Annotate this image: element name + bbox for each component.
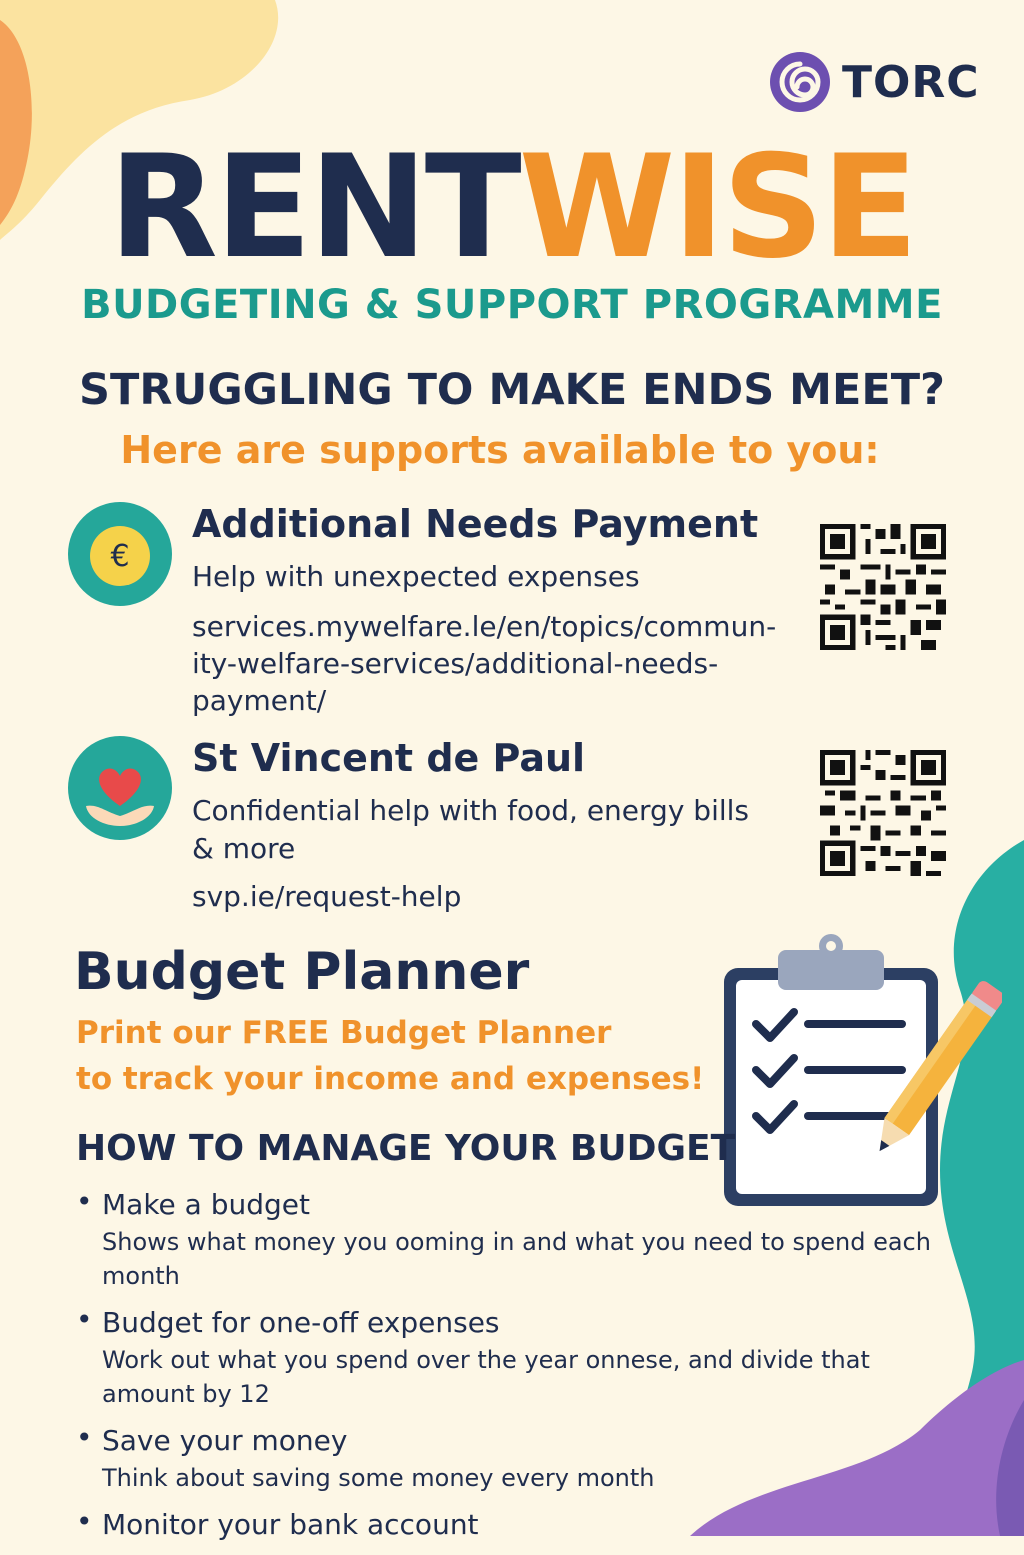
headline: STRUGGLING TO MAKE ENDS MEET? <box>79 365 945 415</box>
qr-code-icon[interactable] <box>820 524 946 650</box>
support-url[interactable]: svp.ie/request-help <box>192 880 462 913</box>
spiral-logo-icon <box>770 52 830 112</box>
euro-coin-icon <box>68 502 172 606</box>
svg-text:€: € <box>110 539 130 574</box>
programme-subtitle: BUDGETING & SUPPORT PROGRAMME <box>81 282 943 328</box>
budget-tips-list <box>76 1185 936 1555</box>
logo-text: TORC <box>842 56 980 108</box>
tip-body: Work out what you spend over the year onnese, and divide that amount by 12 <box>102 1346 870 1408</box>
list-item <box>76 1185 936 1293</box>
manage-budget-title: HOW TO MANAGE YOUR BUDGET <box>76 1128 736 1169</box>
budget-planner-subtitle-line2: to track your income and expenses! <box>76 1061 705 1097</box>
page-title <box>0 125 1024 290</box>
support-st-vincent-de-paul <box>68 736 948 916</box>
clipboard-checklist-icon <box>712 928 1002 1218</box>
tip-heading: • Monitor your bank account <box>102 1508 479 1541</box>
budget-planner-subtitle-line1: Print our FREE Budget Planner <box>76 1015 612 1051</box>
tagline: Here are supports available to you: <box>120 428 880 472</box>
support-name: Additional Needs Payment <box>192 502 759 546</box>
support-description: Confidential help with food, energy bills & more <box>192 794 749 865</box>
qr-code-icon[interactable] <box>820 750 946 876</box>
support-name: St Vincent de Paul <box>192 736 586 780</box>
tip-heading: • Make a budget <box>102 1188 310 1221</box>
heart-hand-icon <box>68 736 172 840</box>
support-additional-needs-payment <box>68 502 948 722</box>
tip-body: Shows what money you ooming in and what you need to spend each month <box>102 1228 931 1290</box>
title-part-wise: WISE <box>518 125 916 290</box>
title-part-rent: RENT <box>108 125 519 290</box>
list-item <box>76 1303 936 1411</box>
support-description: Help with unexpected expenses <box>192 560 640 593</box>
torc-logo <box>770 52 980 112</box>
list-item <box>76 1505 936 1545</box>
list-item <box>76 1421 936 1495</box>
budget-planner-title: Budget Planner <box>74 942 530 1002</box>
tip-heading: • Budget for one-off expenses <box>102 1306 500 1339</box>
tip-heading: • Save your money <box>102 1424 348 1457</box>
support-url[interactable]: services.mywelfare.le/en/topics/commun-ity-welfare-services/additional-needs-payment/ <box>192 610 777 717</box>
tip-body: Think about saving some money every month <box>102 1464 655 1492</box>
budget-planner-subtitle <box>76 1010 716 1102</box>
